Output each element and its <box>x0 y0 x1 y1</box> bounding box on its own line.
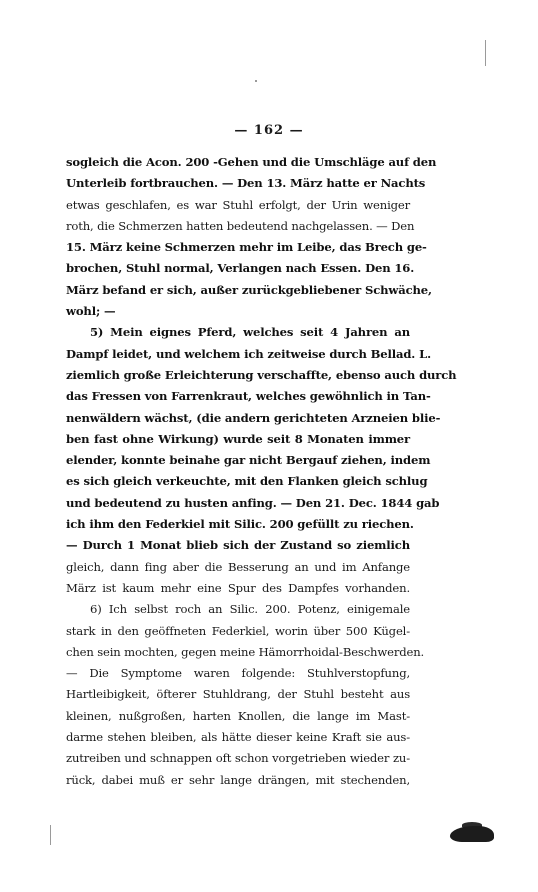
text-line: Hartleibigkeit, öfterer Stuhldrang, der Stuhl besteht aus <box>66 687 410 702</box>
text-line: ziemlich große Erleichterung verschaffte, ebenso auch durch <box>66 367 457 382</box>
text-line: 15. März keine Schmerzen mehr im Leibe, das Brech ge- <box>66 240 427 255</box>
text-line: ich ihm den Federkiel mit Silic. 200 gefüllt zu riechen. <box>66 517 414 532</box>
text-line: 5) Mein eignes Pferd, welches seit 4 Jahren an <box>90 325 410 340</box>
text-line: zutreiben und schnappen oft schon vorgetrieben wieder zu- <box>66 751 410 766</box>
text-line: stark in den geöffneten Federkiel, worin über 500 Kügel- <box>66 623 410 638</box>
text-line: es sich gleich verkeuchte, mit den Flanken gleich schlug <box>66 474 428 489</box>
text-line: sogleich die Acon. 200 -Gehen und die Umschläge auf den <box>66 155 437 169</box>
scan-mark-top-right <box>485 40 486 66</box>
text-line: kleinen, nußgroßen, harten Knollen, die lange im Mast- <box>66 708 410 723</box>
text-line: brochen, Stuhl normal, Verlangen nach Essen. Den 16. <box>66 261 415 276</box>
body-text <box>66 152 457 791</box>
text-line: Unterleib fortbrauchen. — Den 13. März hatte er Nachts <box>66 176 426 191</box>
text-line: ben fast ohne Wirkung) wurde seit 8 Monaten immer <box>66 431 410 446</box>
text-line: 6) Ich selbst roch an Silic. 200. Potenz, einigemale <box>90 602 410 617</box>
text-line: März ist kaum mehr eine Spur des Dampfes vorhanden. <box>66 580 410 595</box>
text-line: — Die Symptome waren folgende: Stuhlverstopfung, <box>66 666 410 681</box>
text-line: das Fressen von Farrenkraut, welches gewöhnlich in Tan- <box>66 389 431 404</box>
text-line: März befand er sich, außer zurückgebliebener Schwäche, <box>66 282 432 297</box>
text-line: — Durch 1 Monat blieb sich der Zustand so ziemlich <box>66 538 410 553</box>
ink-blot <box>450 826 494 842</box>
page-number: — 162 — <box>234 123 304 138</box>
text-line: darme stehen bleiben, als hätte dieser keine Kraft sie aus- <box>66 730 410 745</box>
text-line: chen sein mochten, gegen meine Hämorrhoidal-Beschwerden. <box>66 644 425 659</box>
text-line: Dampf leidet, und welchem ich zeitweise durch Bellad. L. <box>66 346 431 361</box>
text-line: rück, dabei muß er sehr lange drängen, mit stechenden, <box>66 772 410 787</box>
scan-mark-top-dot <box>255 80 257 82</box>
text-line: nenwäldern wächst, (die andern gerichteten Arzneien blie- <box>66 410 441 425</box>
text-line: etwas geschlafen, es war Stuhl erfolgt, der Urin weniger <box>66 197 410 212</box>
scan-mark-bottom-left <box>50 825 51 845</box>
text-line: und bedeutend zu husten anfing. — Den 21. Dec. 1844 gab <box>66 495 440 510</box>
text-line: gleich, dann fing aber die Besserung an und im Anfange <box>66 559 410 574</box>
text-line: wohl; — <box>66 304 116 319</box>
text-line: roth, die Schmerzen hatten bedeutend nachgelassen. — Den <box>66 218 415 233</box>
text-line: elender, konnte beinahe gar nicht Bergauf ziehen, indem <box>66 453 431 468</box>
